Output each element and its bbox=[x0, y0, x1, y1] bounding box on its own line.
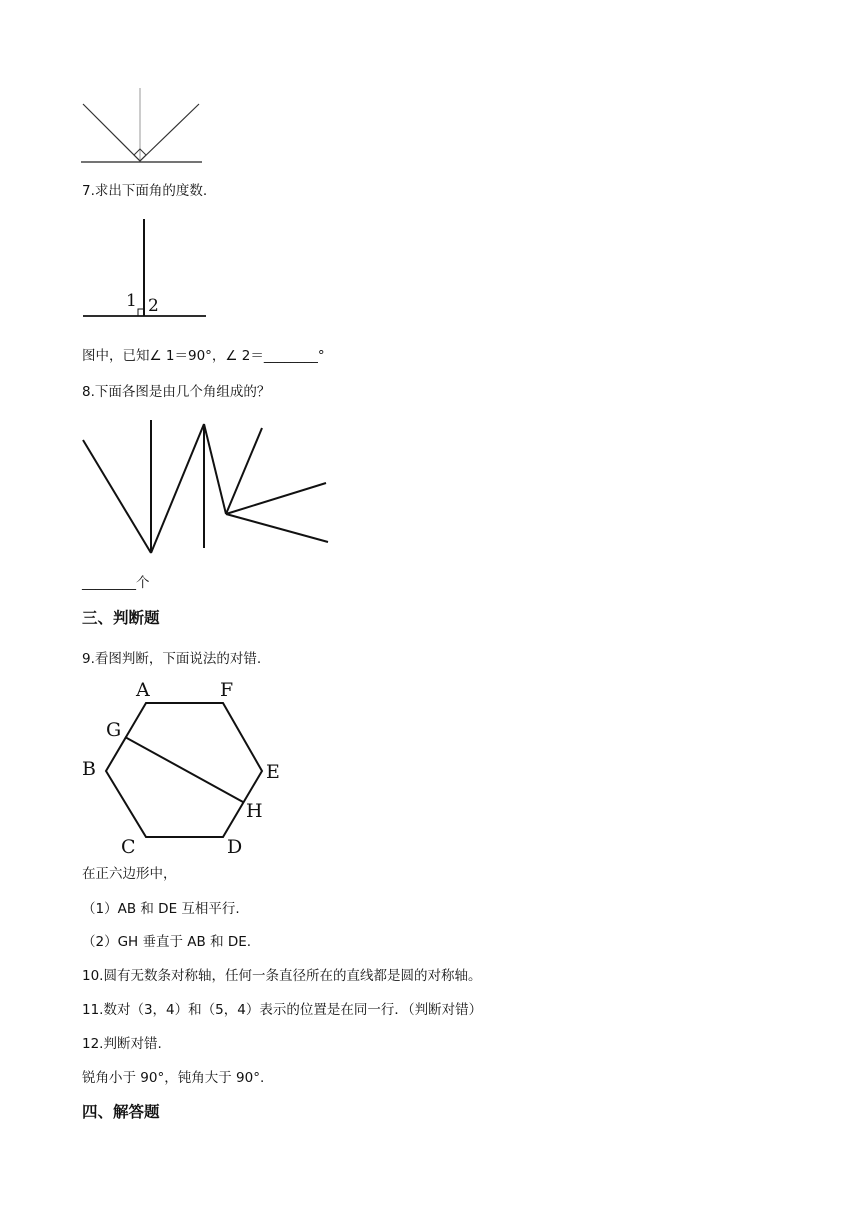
q9-item-1: （1）AB 和 DE 互相平行. bbox=[82, 901, 240, 917]
point-label-h: H bbox=[246, 800, 263, 822]
q12-prompt: 12.判断对错. bbox=[82, 1036, 162, 1052]
section4-heading: 四、解答题 bbox=[82, 1103, 160, 1121]
q12-statement: 锐角小于 90°，钝角大于 90°. bbox=[82, 1070, 265, 1086]
right-angle-v-figure bbox=[78, 86, 208, 168]
q9-intro: 在正六边形中， bbox=[82, 866, 177, 882]
q9-item-2: （2）GH 垂直于 AB 和 DE. bbox=[82, 934, 252, 950]
q10-text: 10.圆有无数条对称轴，任何一条直径所在的直线都是圆的对称轴。 bbox=[82, 968, 482, 984]
angle-label-2: 2 bbox=[148, 296, 159, 316]
fig3-ray-3 bbox=[226, 514, 328, 542]
segment-gh bbox=[125, 737, 243, 802]
q8-answer: ________个 bbox=[82, 575, 150, 591]
vertex-label-b: B bbox=[82, 758, 96, 780]
fig3-ray-1 bbox=[226, 428, 262, 514]
perpendicular-angle-figure bbox=[80, 216, 210, 322]
fig2-right-ray bbox=[204, 424, 226, 514]
vertex-label-a: A bbox=[136, 679, 150, 701]
hexagon-figure bbox=[78, 674, 290, 860]
fig1-left-ray bbox=[83, 440, 151, 553]
q7-statement: 图中，已知∠ 1＝90°，∠ 2＝________° bbox=[82, 348, 325, 364]
q11-text: 11.数对（3，4）和（5，4）表示的位置是在同一行．（判断对错） bbox=[82, 1002, 483, 1018]
vertex-label-c: C bbox=[121, 836, 136, 858]
angle-count-figure bbox=[80, 418, 332, 558]
left-ray bbox=[83, 104, 140, 161]
point-label-g: G bbox=[106, 719, 122, 741]
fig3-ray-2 bbox=[226, 483, 326, 514]
fig1-right-ray bbox=[151, 424, 204, 553]
section3-heading: 三、判断题 bbox=[82, 609, 160, 627]
q7-prompt: 7.求出下面角的度数. bbox=[82, 183, 208, 199]
right-ray bbox=[140, 104, 199, 161]
vertex-label-d: D bbox=[227, 836, 243, 858]
q9-prompt: 9.看图判断，下面说法的对错. bbox=[82, 651, 262, 667]
vertex-label-f: F bbox=[220, 679, 234, 701]
q8-prompt: 8.下面各图是由几个角组成的？ bbox=[82, 384, 271, 400]
vertex-label-e: E bbox=[266, 761, 280, 783]
angle-label-1: 1 bbox=[126, 291, 137, 311]
